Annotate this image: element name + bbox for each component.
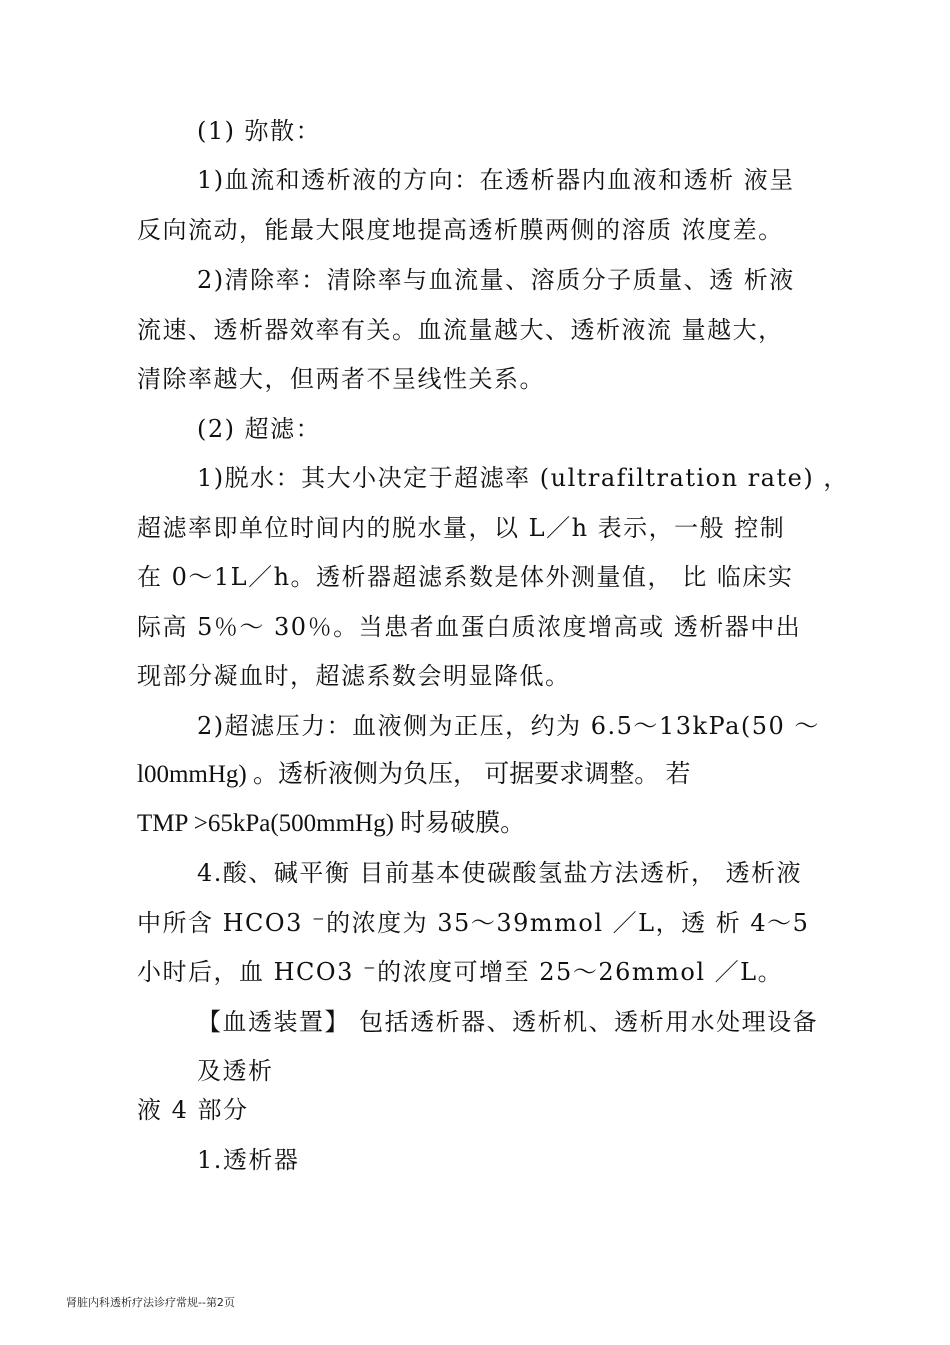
text-line: 清除率越大，但两者不呈线性关系。 <box>137 365 545 393</box>
text-line: 中所含 HCO3 ⁻的浓度为 35～39mmol ／L，透 析 4～5 <box>137 909 810 937</box>
section-heading: 【血透装置】 包括透析器、透析机、透析用水处理设备 <box>197 1008 819 1036</box>
text-line: (2) 超滤： <box>197 415 322 443</box>
text-line: 际高 5％～ 30％。当患者血蛋白质浓度增高或 透析器中出 <box>137 613 802 641</box>
text-line: 在 0～1L／h。透析器超滤系数是体外测量值， 比 临床实 <box>137 563 794 591</box>
text-line: 1)脱水：其大小决定于超滤率 (ultrafiltration rate) ， <box>197 464 849 492</box>
text-line: 小时后，血 HCO3 ⁻的浓度可增至 25～26mmol ／L。 <box>137 958 784 986</box>
text-line: 现部分凝血时，超滤系数会明显降低。 <box>137 662 571 690</box>
text-line: 及透析 <box>197 1057 274 1085</box>
text-line: 反向流动，能最大限度地提高透析膜两侧的溶质 浓度差。 <box>137 216 784 244</box>
text-line: 液 4 部分 <box>137 1096 249 1124</box>
text-line: 2)清除率：清除率与血流量、溶质分子质量、透 析液 <box>197 266 795 294</box>
text-line: 2)超滤压力：血液侧为正压，约为 6.5～13kPa(50 ～ <box>197 712 820 740</box>
text-line: TMP >65kPa(500mmHg) 时易破膜。 <box>137 810 526 837</box>
page-footer: 肾脏内科透析疗法诊疗常规--第2页 <box>66 1296 235 1309</box>
text-line: l00mmHg) 。透析液侧为负压， 可据要求调整。 若 <box>137 761 691 788</box>
text-line: 1.透析器 <box>197 1146 300 1174</box>
text-line: (1) 弥散： <box>197 117 322 145</box>
text-line: 4.酸、碱平衡 目前基本使碳酸氢盐方法透析， 透析液 <box>197 859 803 887</box>
text-line: 1)血流和透析液的方向：在透析器内血液和透析 液呈 <box>197 166 795 194</box>
text-line: 流速、透析器效率有关。血流量越大、透析液流 量越大， <box>137 316 784 344</box>
text-line: 超滤率即单位时间内的脱水量，以 L／h 表示，一般 控制 <box>137 514 786 542</box>
